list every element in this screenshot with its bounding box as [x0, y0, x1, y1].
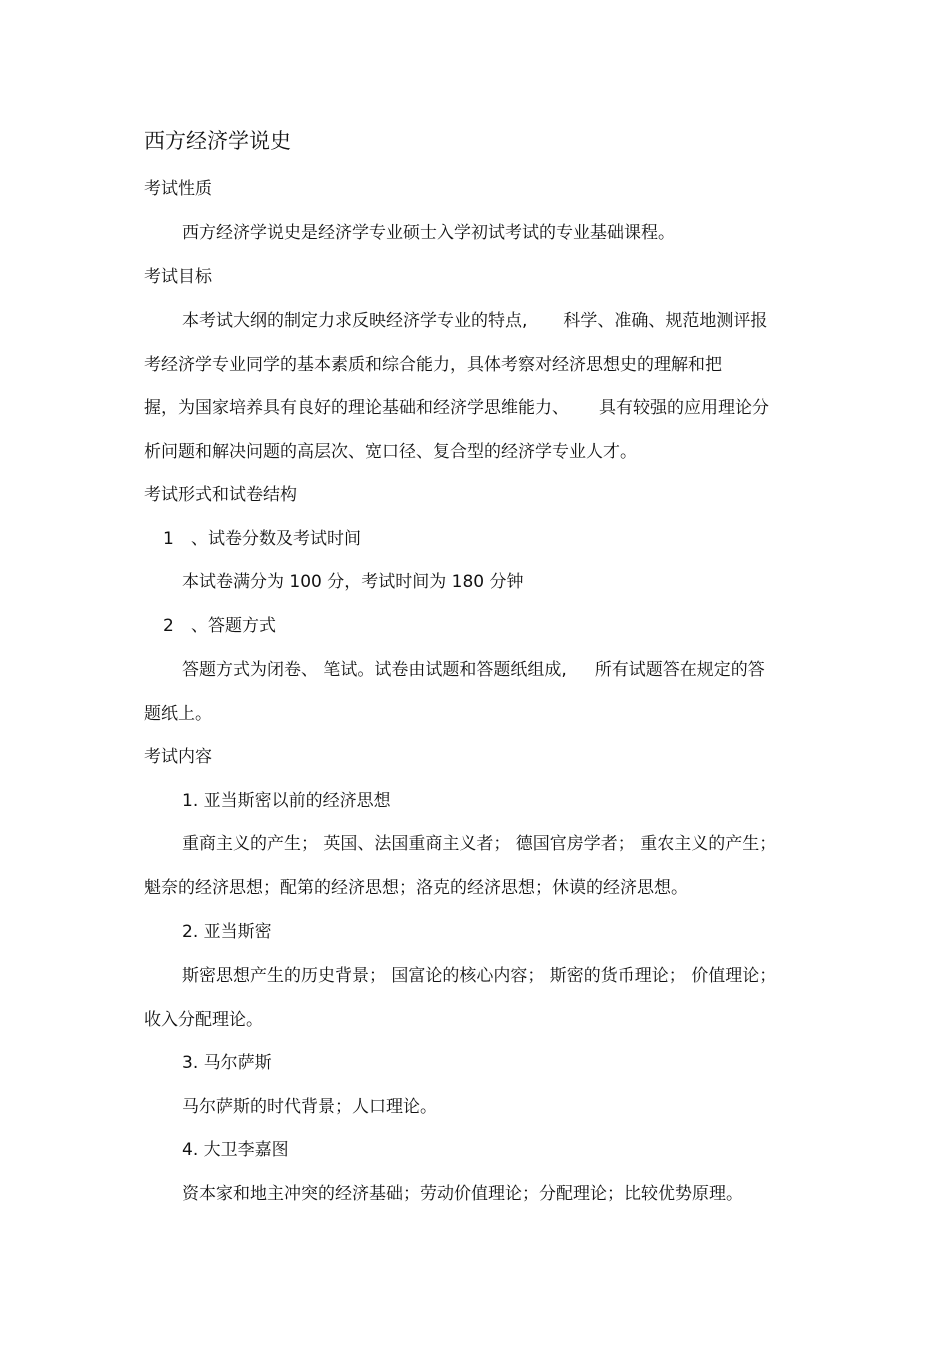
paragraph-goal-line-3-a: 握，为国家培养具有良好的理论基础和经济学思维能力、	[144, 398, 569, 418]
paragraph-goal-line-3-b: 具有较强的应用理论分	[599, 398, 769, 418]
content-topic-3-line-1: 马尔萨斯的时代背景；人口理论。	[182, 1097, 437, 1117]
content-topic-3-title: 3. 马尔萨斯	[182, 1053, 272, 1073]
format-item-1-number: 1	[163, 529, 174, 549]
content-topic-2-line-1: 斯密思想产生的历史背景； 国富论的核心内容； 斯密的货币理论； 价值理论；	[182, 966, 777, 986]
content-topic-4-line-1: 资本家和地主冲突的经济基础；劳动价值理论；分配理论；比较优势原理。	[182, 1184, 743, 1204]
section-heading-format: 考试形式和试卷结构	[144, 485, 297, 505]
content-topic-1-line-2: 魁奈的经济思想；配第的经济思想；洛克的经济思想；休谟的经济思想。	[144, 878, 688, 898]
content-topic-2-line-2: 收入分配理论。	[144, 1010, 263, 1030]
format-item-1-label: 、试卷分数及考试时间	[191, 529, 361, 549]
paragraph-goal-line-2: 考经济学专业同学的基本素质和综合能力，具体考察对经济思想史的理解和把	[144, 355, 722, 375]
paragraph-goal-line-3	[144, 396, 769, 420]
section-heading-nature: 考试性质	[144, 179, 212, 199]
format-item-2-number: 2	[163, 616, 174, 636]
document-title: 西方经济学说史	[144, 129, 291, 153]
paragraph-goal-line-1-a: 本考试大纲的制定力求反映经济学专业的特点,	[182, 311, 528, 331]
paragraph-nature: 西方经济学说史是经济学专业硕士入学初试考试的专业基础课程。	[182, 223, 675, 243]
section-heading-goal: 考试目标	[144, 267, 212, 287]
paragraph-goal-line-4: 析问题和解决问题的高层次、宽口径、复合型的经济学专业人才。	[144, 442, 637, 462]
paragraph-goal-line-1-b: 科学、准确、规范地测评报	[563, 311, 768, 331]
section-heading-content: 考试内容	[144, 747, 212, 767]
content-topic-4-title: 4. 大卫李嘉图	[182, 1140, 289, 1160]
format-item-2-text-b: 所有试题答在规定的答	[594, 660, 765, 680]
content-topic-1-title: 1. 亚当斯密以前的经济思想	[182, 791, 391, 811]
content-topic-1-line-1: 重商主义的产生； 英国、法国重商主义者； 德国官房学者； 重农主义的产生；	[182, 834, 777, 854]
format-item-2-label: 、答题方式	[191, 616, 276, 636]
content-topic-2-title: 2. 亚当斯密	[182, 922, 272, 942]
format-item-1-text: 本试卷满分为 100 分，考试时间为 180 分钟	[182, 572, 524, 592]
paragraph-goal-line-1	[182, 309, 767, 333]
format-item-2-text-line-2: 题纸上。	[144, 704, 212, 724]
format-item-2-text-line-1	[182, 658, 765, 682]
format-item-2-text-a: 答题方式为闭卷、 笔试。试卷由试题和答题纸组成,	[182, 660, 567, 680]
